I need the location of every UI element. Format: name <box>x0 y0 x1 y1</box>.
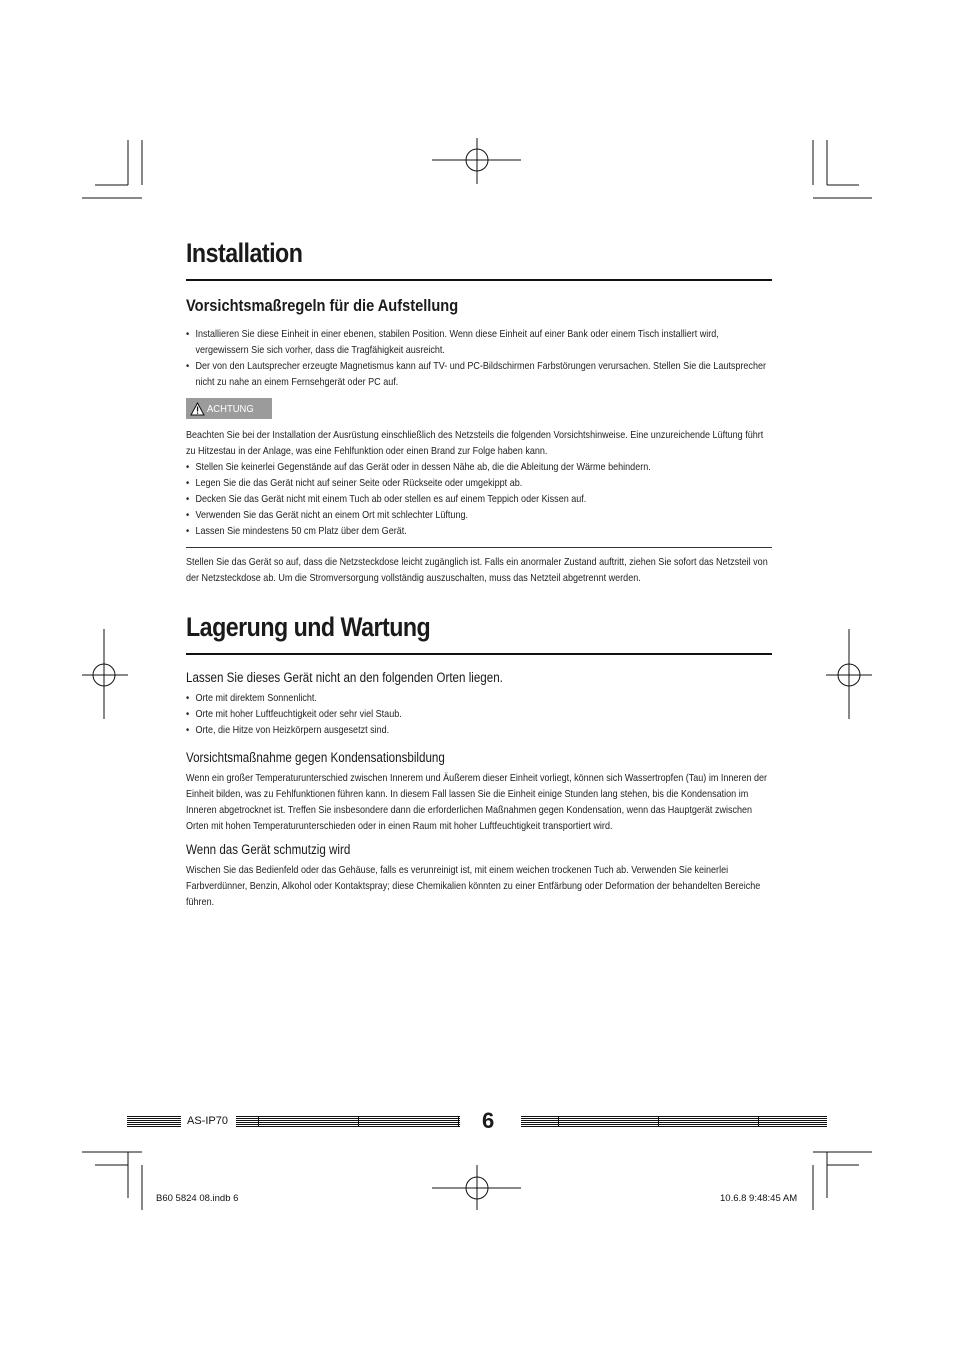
caution-badge <box>186 398 272 419</box>
list-item: • Orte, die Hitze von Heizkörpern ausgesetzt sind. <box>186 722 771 738</box>
list-item: • Legen Sie die das Gerät nicht auf seiner Seite oder Rückseite oder umgekippt ab. <box>186 475 771 491</box>
plug-note-text: Stellen Sie das Gerät so auf, dass die Netzsteckdose leicht zugänglich ist. Falls ein anormaler Zustand auftritt, ziehen Sie sofort das Netzsteil von der Netzsteckdose ab. Um die Stromversorgung vollständig auszuschalten, muss das Netzteil abgetrennt werden. <box>186 556 768 584</box>
storage-title: Lagerung und Wartung <box>186 612 431 642</box>
caution-label: ACHTUNG <box>207 402 254 415</box>
footer-tick <box>458 1116 459 1127</box>
list-item: • Lassen Sie mindestens 50 cm Platz über dem Gerät. <box>186 523 771 539</box>
model-label: AS-IP70 <box>187 1115 228 1127</box>
caution-text <box>186 427 771 539</box>
condensation-text <box>186 770 771 834</box>
footer-tick <box>758 1116 759 1127</box>
dirty-heading: Wenn das Gerät schmutzig wird <box>186 842 351 857</box>
print-timestamp: 10.6.8 9:48:45 AM <box>720 1193 798 1204</box>
dirty-paragraph: Wischen Sie das Bedienfeld oder das Gehäuse, falls es verunreinigt ist, mit einem weichen trockenen Tuch ab. Verwenden Sie keinerlei Farbverdünner, Benzin, Alkohol oder Kontaktspray; diese Chemikalien könnten zu einer Entfärbung oder Deformation der behandelten Bereiche führen. <box>186 864 761 908</box>
list-item: • Installieren Sie diese Einheit in einer ebenen, stabilen Position. Wenn diese Einheit auf einer Bank oder einem Tisch installiert wird, vergewissern Sie sich vorher, dass die Tragfähigkeit ausreicht. <box>186 326 771 358</box>
list-item: • Orte mit direktem Sonnenlicht. <box>186 690 771 706</box>
list-item: • Der von den Lautsprecher erzeugte Magnetismus kann auf TV- und PC-Bildschirmen Farbstörungen verursachen. Stellen Sie die Lautsprecher nicht zu nahe an einem Fernsehgerät oder PC auf. <box>186 358 771 390</box>
installation-title: Installation <box>186 238 303 268</box>
precautions-heading: Vorsichtsmaßregeln für die Aufstellung <box>186 296 459 315</box>
footer-tick <box>558 1116 559 1127</box>
places-list <box>186 690 771 738</box>
footer-stripe-left <box>127 1116 181 1127</box>
list-item: • Verwenden Sie das Gerät nicht an einem Ort mit schlechter Lüftung. <box>186 507 771 523</box>
dirty-text <box>186 862 771 910</box>
caution-intro: Beachten Sie bei der Installation der Ausrüstung einschließlich des Netzsteils die folgenden Vorsichtshinweise. Eine unzureichende Lüftung führt zu Hitzestau in der Anlage, was eine Fehlfunktion oder einen Brand zur Folge haben kann. <box>186 429 764 457</box>
footer-stripe-right <box>521 1116 827 1127</box>
list-item: • Orte mit hoher Luftfeuchtigkeit oder sehr viel Staub. <box>186 706 771 722</box>
footer-tick <box>658 1116 659 1127</box>
storage-title-rule <box>186 653 772 655</box>
precautions-list <box>186 326 771 390</box>
list-item: • Stellen Sie keinerlei Gegenstände auf das Gerät oder in dessen Nähe ab, die die Ableitung der Wärme behindern. <box>186 459 771 475</box>
footer-stripe-left-2 <box>236 1116 460 1127</box>
condensation-heading: Vorsichtsmaßnahme gegen Kondensationsbildung <box>186 750 445 765</box>
list-item: • Decken Sie das Gerät nicht mit einem Tuch ab oder stellen es auf einem Teppich oder Kissen auf. <box>186 491 771 507</box>
footer-tick <box>258 1116 259 1127</box>
caution-divider <box>186 547 772 548</box>
places-heading: Lassen Sie dieses Gerät nicht an den folgenden Orten liegen. <box>186 670 503 685</box>
condensation-paragraph: Wenn ein großer Temperaturunterschied zwischen Innerem und Äußerem dieser Einheit vorliegt, können sich Wassertropfen (Tau) im Inneren der Einheit bilden, was zu Fehlfunktionen führen kann. In diesem Fall lassen Sie die Einheit einige Stunden lang stehen, bis die Kondensation im Inneren abgetrocknet ist. Treffen Sie insbesondere dann die erforderlichen Maßnahmen gegen Kondensation, wenn das Hauptgerät zwischen Orten mit hohen Temperaturunterschieden oder in einen Raum mit hoher Luftfeuchtigkeit transportiert wird. <box>186 772 768 832</box>
page-number: 6 <box>482 1108 495 1133</box>
installation-title-rule <box>186 279 772 281</box>
plug-note <box>186 554 771 586</box>
footer-tick <box>358 1116 359 1127</box>
file-name: B60 5824 08.indb 6 <box>156 1193 239 1204</box>
warning-icon <box>190 402 205 416</box>
